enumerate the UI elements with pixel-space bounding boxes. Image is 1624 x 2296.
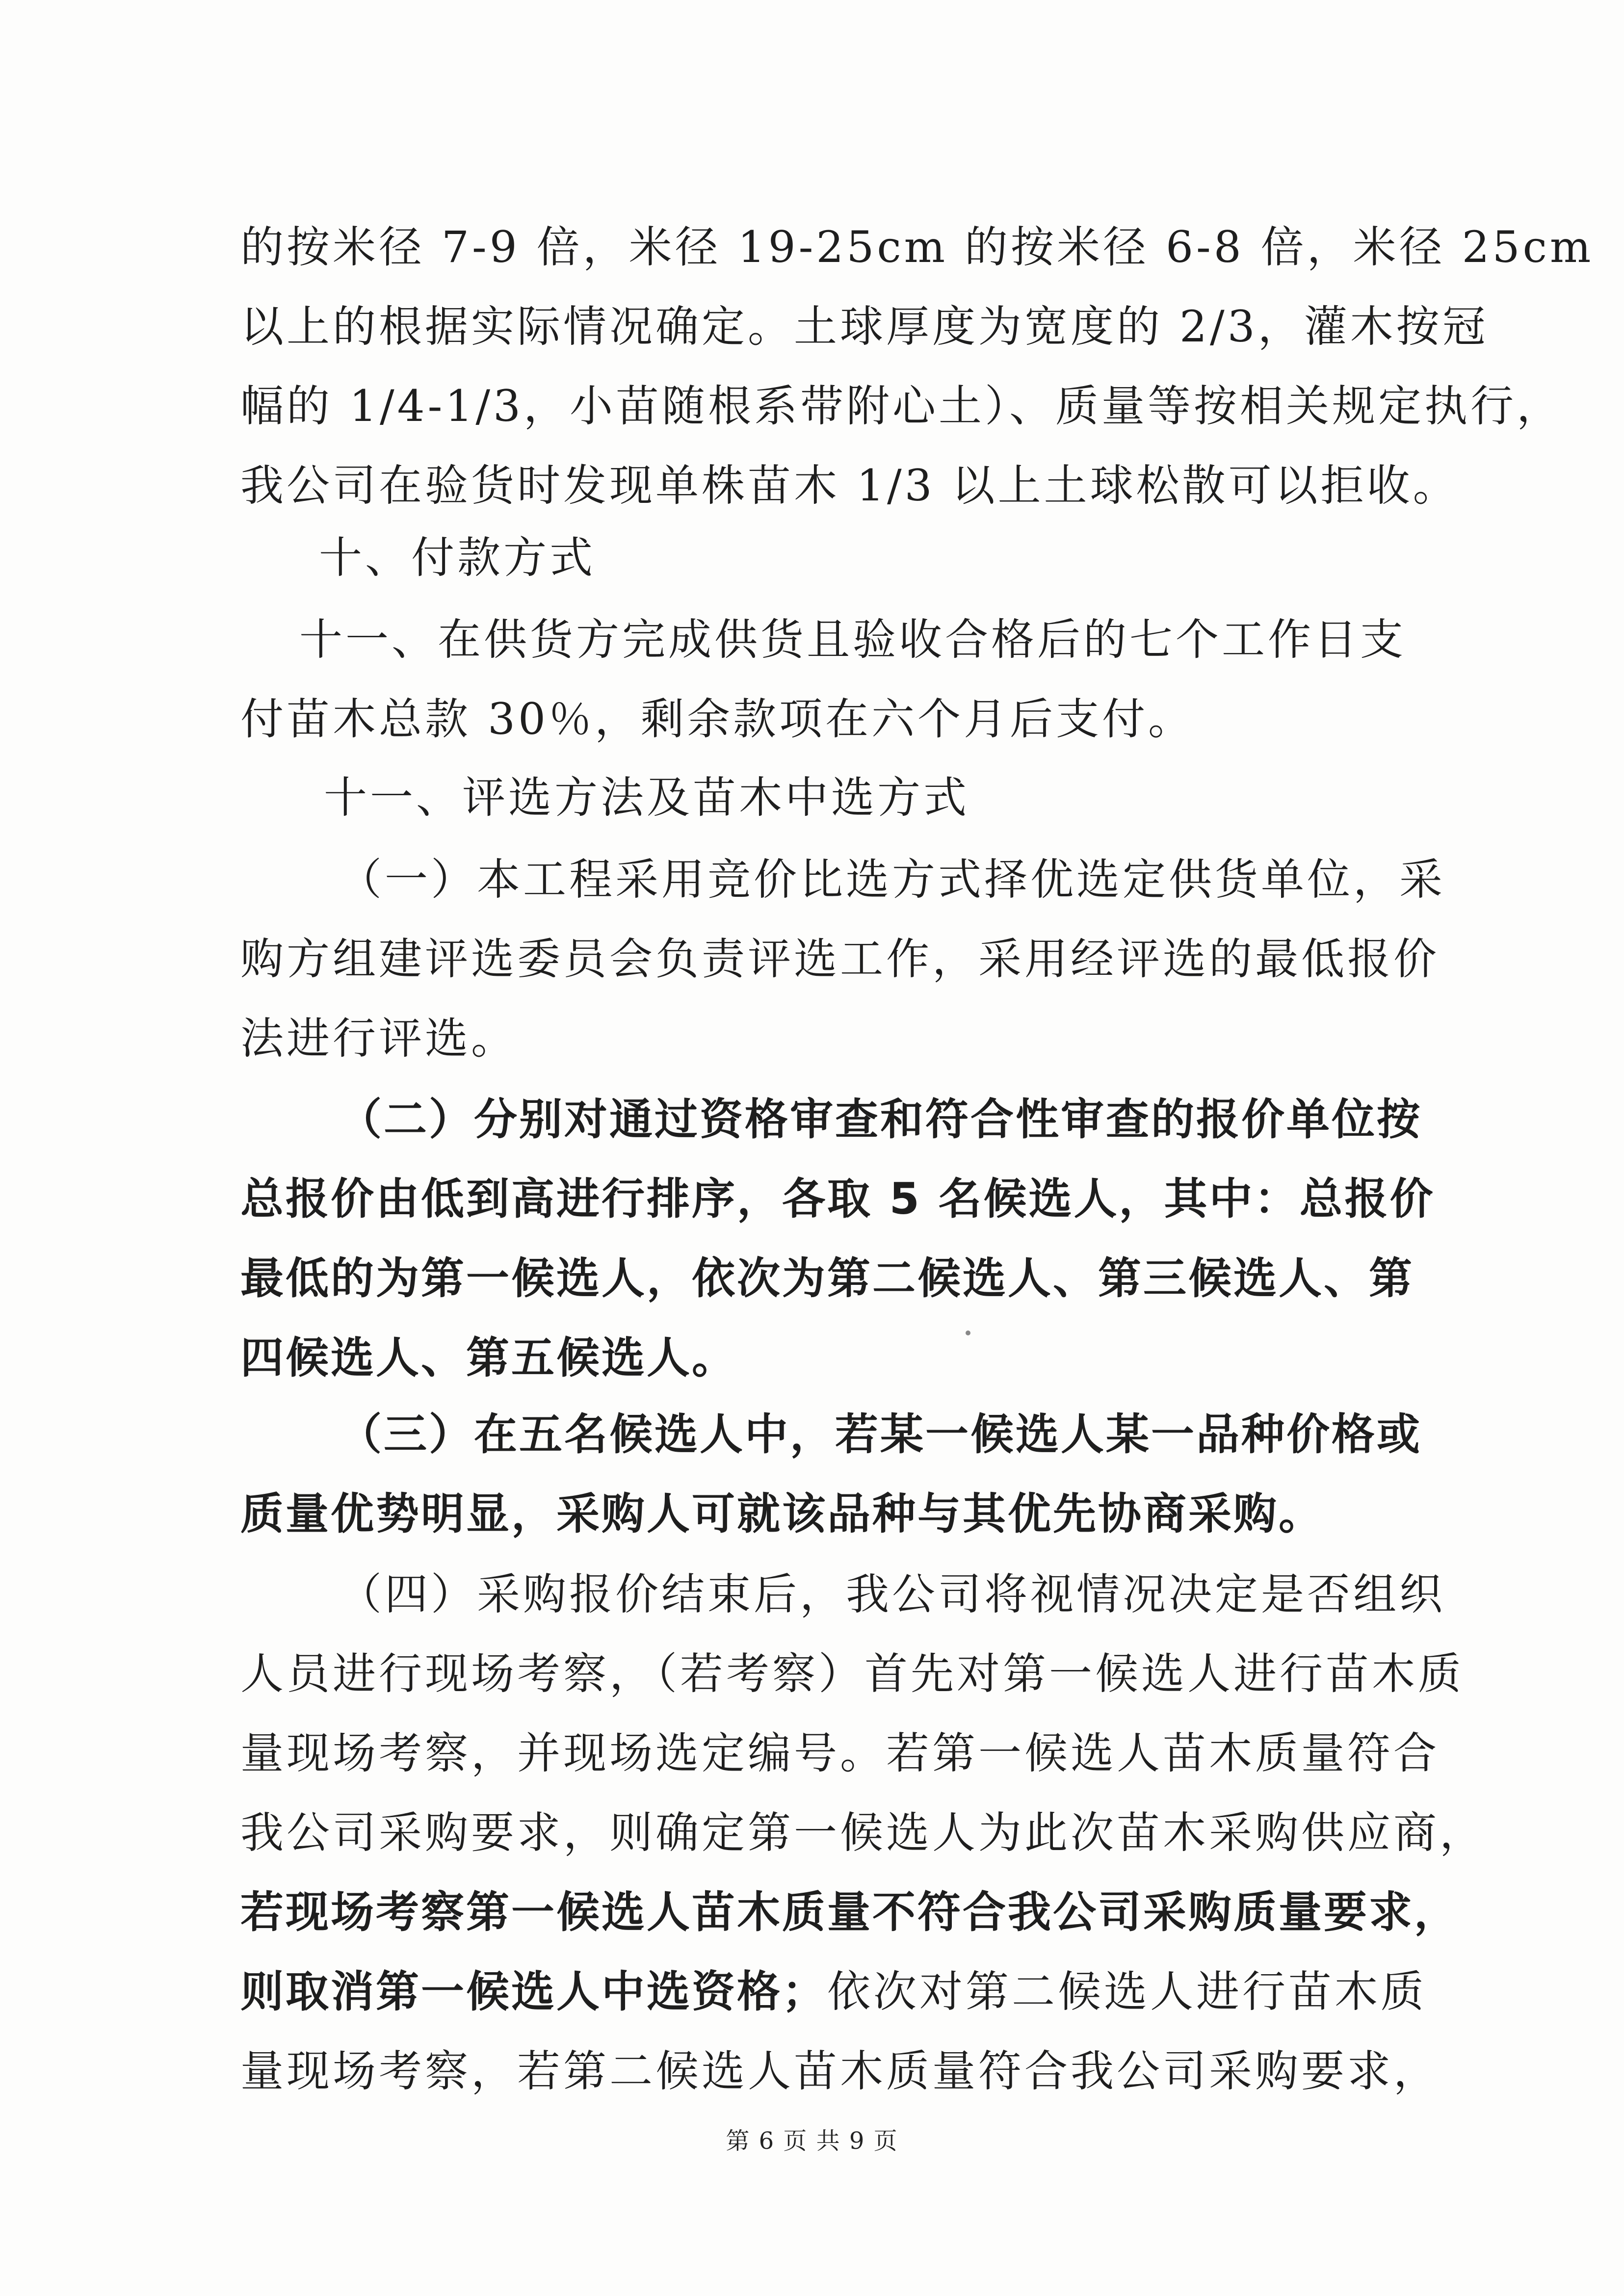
text-line-21: 我公司采购要求，则确定第一候选人为此次苗木采购供应商， bbox=[240, 1807, 1486, 1858]
bold-line-15: 四候选人、第五候选人。 bbox=[240, 1332, 737, 1383]
text-line-11: 法进行评选。 bbox=[240, 1013, 518, 1064]
text-line-19: 人员进行现场考察，（若考察）首先对第一候选人进行苗木质 bbox=[240, 1648, 1465, 1699]
text-line-2: 以上的根据实际情况确定。土球厚度为宽度的 2/3，灌木按冠 bbox=[240, 301, 1489, 352]
text-line-6: 十一、在供货方完成供货且验收合格后的七个工作日支 bbox=[299, 614, 1407, 665]
text-line-20: 量现场考察，并现场选定编号。若第一候选人苗木质量符合 bbox=[240, 1728, 1440, 1778]
text-line-18: （四）采购报价结束后，我公司将视情况决定是否组织 bbox=[339, 1569, 1446, 1619]
text-line-10: 购方组建评选委员会负责评选工作，采用经评选的最低报价 bbox=[240, 934, 1440, 984]
section-heading-evaluation: 十一、评选方法及苗木中选方式 bbox=[324, 772, 970, 823]
section-heading-payment: 十、付款方式 bbox=[319, 532, 596, 583]
mixed-line-23 bbox=[240, 1966, 1427, 2017]
bold-line-12: （二）分别对通过资格审查和符合性审查的报价单位按 bbox=[339, 1094, 1422, 1145]
page-footer: 第 6 页 共 9 页 bbox=[726, 2127, 898, 2155]
text-line-9: （一）本工程采用竞价比选方式择优选定供货单位，采 bbox=[339, 854, 1446, 905]
bold-line-17: 质量优势明显，采购人可就该品种与其优先协商采购。 bbox=[240, 1488, 1324, 1539]
bold-line-16: （三）在五名候选人中，若某一候选人某一品种价格或 bbox=[339, 1409, 1422, 1460]
regular-segment-second-candidate: 依次对第二候选人进行苗木质 bbox=[827, 1966, 1427, 2017]
text-line-1: 的按米径 7-9 倍，米径 19-25cm 的按米径 6-8 倍，米径 25cm bbox=[240, 222, 1594, 272]
bold-line-22: 若现场考察第一候选人苗木质量不符合我公司采购质量要求， bbox=[240, 1887, 1460, 1937]
text-line-24: 量现场考察，若第二候选人苗木质量符合我公司采购要求， bbox=[240, 2046, 1440, 2096]
bold-line-13: 总报价由低到高进行排序，各取 5 名候选人，其中：总报价 bbox=[240, 1174, 1435, 1224]
text-line-4: 我公司在验货时发现单株苗木 1/3 以上土球松散可以拒收。 bbox=[240, 460, 1459, 511]
text-line-3: 幅的 1/4-1/3，小苗随根系带附心土）、质量等按相关规定执行， bbox=[240, 381, 1563, 431]
bold-line-14: 最低的为第一候选人，依次为第二候选人、第三候选人、第 bbox=[240, 1253, 1414, 1304]
bold-segment-disqualify: 则取消第一候选人中选资格； bbox=[240, 1966, 828, 2017]
scan-speck bbox=[966, 1331, 970, 1335]
text-line-7: 付苗木总款 30％，剩余款项在六个月后支付。 bbox=[240, 694, 1194, 744]
